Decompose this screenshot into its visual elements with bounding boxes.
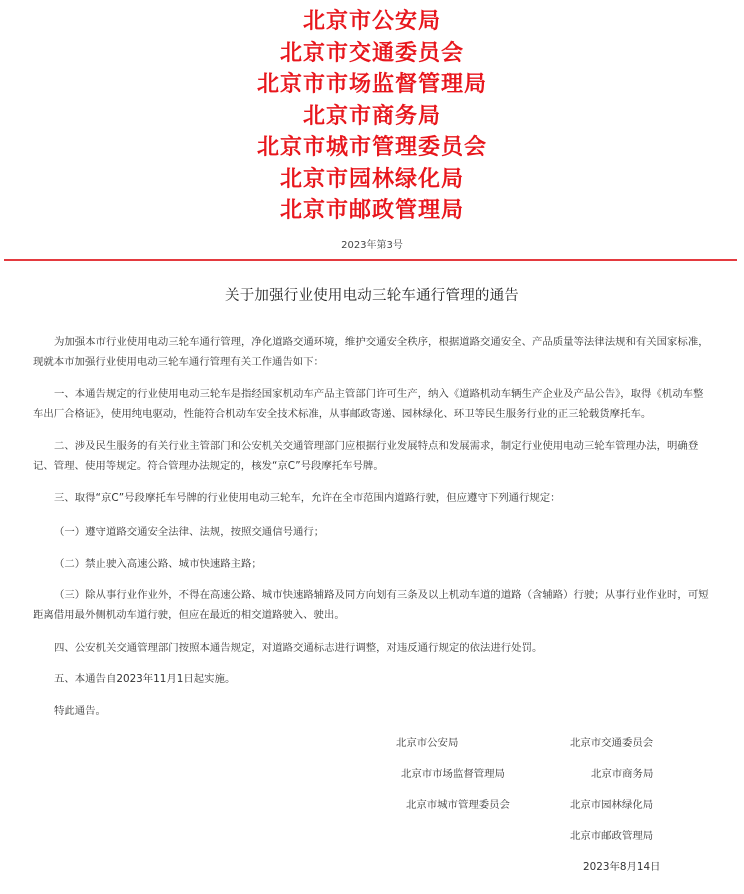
signature-left: 北京市市场监督管理局	[401, 768, 505, 780]
signature-date: 2023年8月14日	[583, 861, 661, 873]
paragraph-item-4	[33, 638, 723, 658]
paragraph-line: 车出厂合格证》，使用纯电驱动，性能符合机动车安全技术标准，从事邮政寄递、园林绿化、环卫等民生服务行业的正三轮载货摩托车。	[33, 408, 652, 420]
paragraph-item-2	[33, 436, 723, 476]
issuer-name: 北京市商务局	[302, 103, 441, 129]
issuer-name: 北京市交通委员会	[279, 40, 464, 66]
issuer-name: 北京市邮政管理局	[279, 198, 464, 223]
signature-right: 北京市交通委员会	[570, 737, 654, 749]
red-divider	[4, 259, 737, 261]
paragraph-subitem-3	[33, 585, 723, 625]
document-title: 关于加强行业使用电动三轮车通行管理的通告	[225, 288, 519, 304]
signature-left: 北京市公安局	[396, 737, 459, 749]
paragraph-preamble	[33, 332, 723, 372]
issuer-name: 北京市城市管理委员会	[256, 135, 487, 160]
document-number: 2023年第3号	[341, 240, 403, 251]
paragraph-line: 距离借用最外侧机动车道行驶，但应在最近的相交道路驶入、驶出。	[33, 609, 345, 621]
paragraph-line: 三、取得“京C”号段摩托车号牌的行业使用电动三轮车，允许在全市范围内道路行驶，但应遵守下列通行规定：	[54, 492, 561, 504]
issuer-name: 北京市园林绿化局	[279, 166, 464, 192]
paragraph-item-3	[33, 488, 723, 508]
signature-left: 北京市城市管理委员会	[406, 799, 510, 811]
paragraph-line: 现就本市加强行业使用电动三轮车通行管理有关工作通告如下：	[33, 356, 324, 368]
paragraph-item-5	[33, 669, 723, 689]
issuer-name: 北京市公安局	[302, 9, 441, 34]
paragraph-line: （二）禁止驶入高速公路、城市快速路主路；	[54, 558, 262, 570]
paragraph-closing	[33, 701, 723, 721]
signature-right: 北京市园林绿化局	[570, 799, 654, 811]
issuer-name: 北京市市场监督管理局	[256, 72, 487, 97]
paragraph-line: 记、管理、使用等规定。符合管理办法规定的，核发“京C”号段摩托车号牌。	[33, 460, 384, 472]
paragraph-item-1	[33, 384, 723, 424]
paragraph-line: 五、本通告自2023年11月1日起实施。	[54, 673, 236, 685]
signature-right: 北京市邮政管理局	[570, 830, 654, 842]
paragraph-line: 为加强本市行业使用电动三轮车通行管理，净化道路交通环境，维护交通安全秩序，根据道路交通安全、产品质量等法律法规和有关国家标准，	[54, 336, 709, 348]
paragraph-line: 四、公安机关交通管理部门按照本通告规定，对道路交通标志进行调整，对违反通行规定的依法进行处罚。	[54, 642, 543, 654]
paragraph-subitem-1	[33, 522, 723, 542]
paragraph-line: 二、涉及民生服务的有关行业主管部门和公安机关交通管理部门应根据行业发展特点和发展需求，制定行业使用电动三轮车管理办法，明确登	[54, 440, 699, 452]
paragraph-line: 一、本通告规定的行业使用电动三轮车是指经国家机动车产品主管部门许可生产，纳入《道路机动车辆生产企业及产品公告》，取得《机动车整	[54, 388, 704, 400]
paragraph-subitem-2	[33, 554, 723, 574]
signature-right: 北京市商务局	[591, 768, 654, 780]
paragraph-line: （三）除从事行业作业外，不得在高速公路、城市快速路辅路及同方向划有三条及以上机动车道的道路（含辅路）行驶；从事行业作业时，可短	[54, 589, 709, 601]
paragraph-line: （一）遵守道路交通安全法律、法规，按照交通信号通行；	[54, 526, 325, 538]
paragraph-line: 特此通告。	[54, 705, 106, 717]
issuing-authorities	[0, 6, 744, 227]
